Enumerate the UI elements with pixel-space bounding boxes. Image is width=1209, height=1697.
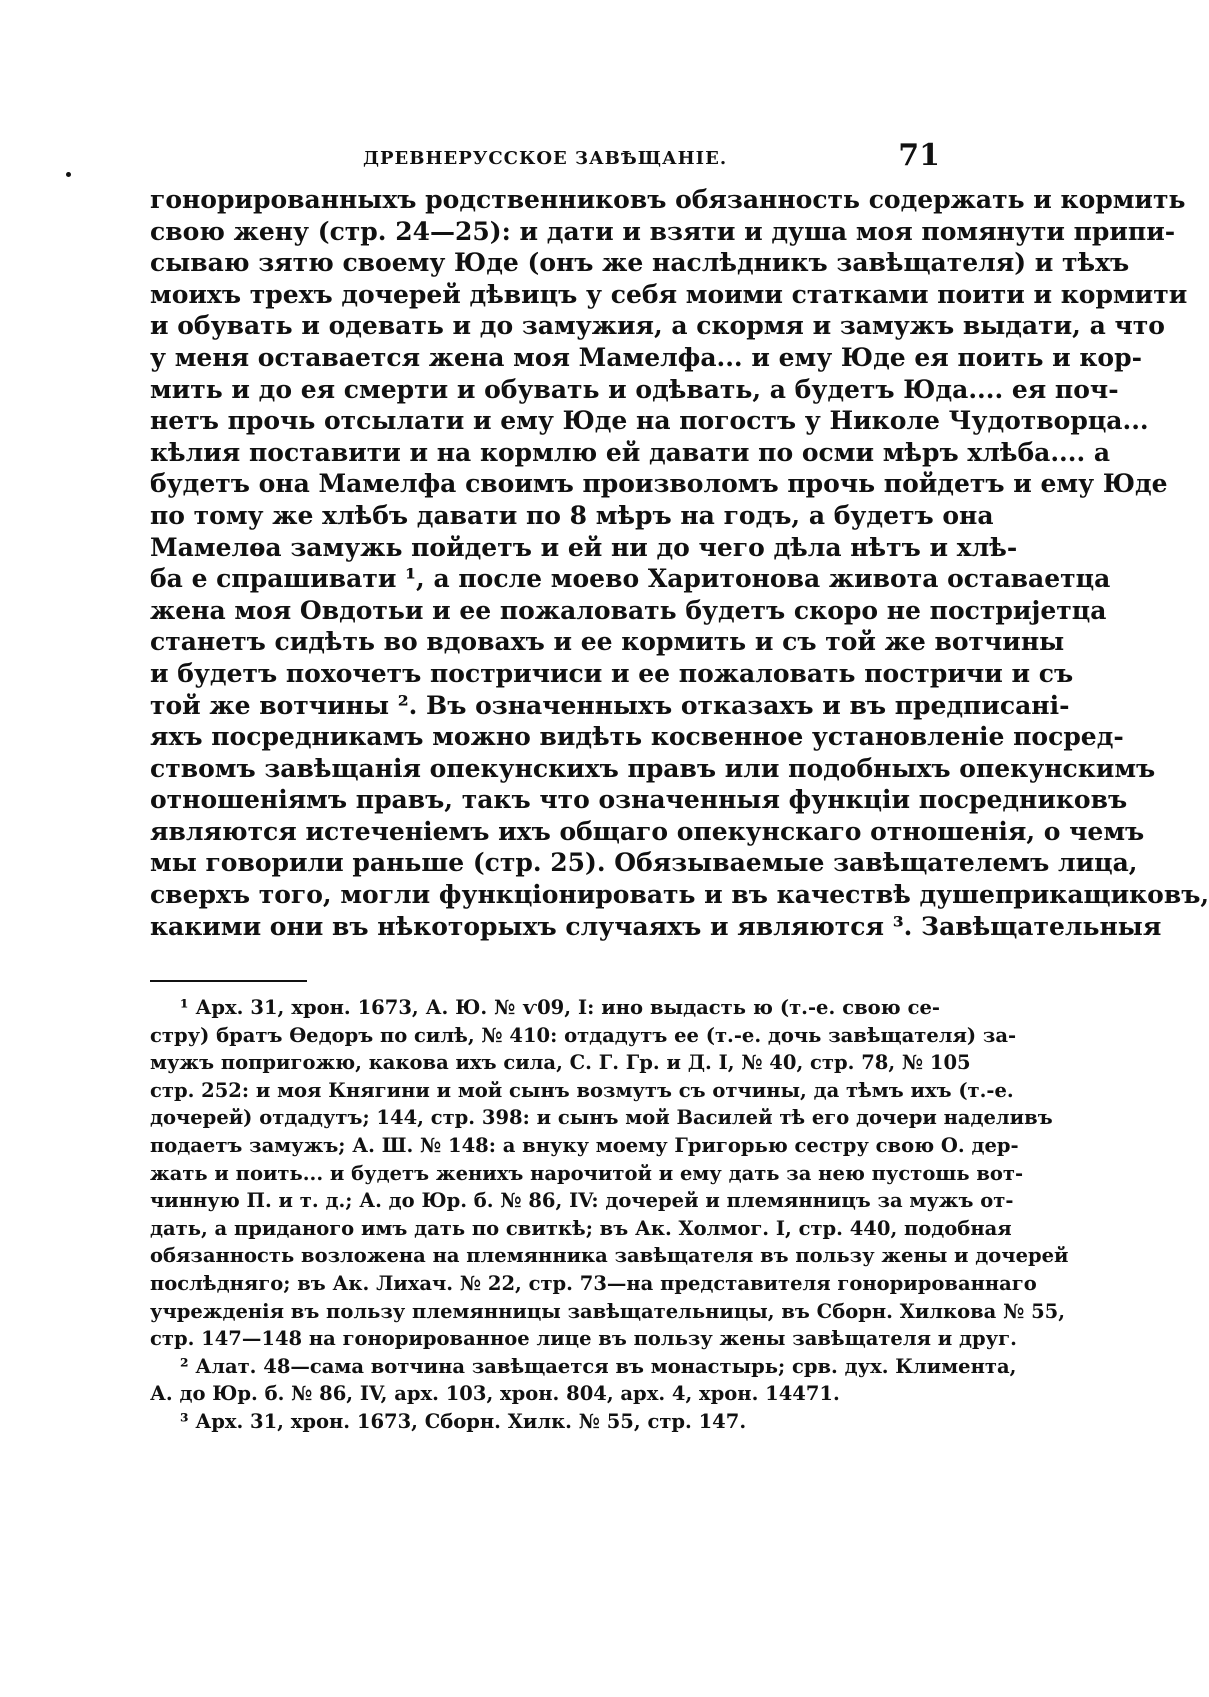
footnote-line: послѣдняго; въ Ак. Лихач. № 22, стр. 73—на представителя гонорированнаго xyxy=(150,1271,1037,1295)
footnote-line: учрежденія въ пользу племянницы завѣщательницы, въ Сборн. Хилкова № 55, xyxy=(150,1299,1066,1323)
text-line: отношеніямъ правъ, такъ что означенныя функціи посредниковъ xyxy=(150,785,1128,815)
text-line: Мамелѳа замужь пойдетъ и ей ни до чего дѣла нѣтъ и хлѣ- xyxy=(150,532,1018,562)
text-line: моихъ трехъ дочерей дѣвицъ у себя моими статками поити и кормити xyxy=(150,279,1188,309)
text-line: мы говорили раньше (стр. 25). Обязываемые завѣщателемъ лица, xyxy=(150,848,1138,878)
text-line: сываю зятю своему Юде (онъ же наслѣдникъ завѣщателя) и тѣхъ xyxy=(150,248,1130,278)
footnote-line: дочерей) отдадутъ; 144, стр. 398: и сынъ мой Василей тѣ его дочери наделивъ xyxy=(150,1106,1053,1130)
text-line: и обувать и одевать и до замужия, а скормя и замужъ выдати, а что xyxy=(150,311,1165,341)
page-header xyxy=(150,140,940,180)
footnote-line: мужъ попригожю, какова ихъ сила, С. Г. Гр. и Д. I, № 40, стр. 78, № 105 xyxy=(150,1051,971,1075)
text-line: являются истеченіемъ ихъ общаго опекунскаго отношенія, о чемъ xyxy=(150,816,1145,846)
text-line: будетъ она Мамелфа своимъ произволомъ прочь пойдетъ и ему Юде xyxy=(150,469,1168,499)
text-line: какими они въ нѣкоторыхъ случаяхъ и являются ³. Завѣщательныя xyxy=(150,911,1162,941)
running-title: ДРЕВНЕРУССКОЕ ЗАВѢЩАНІЕ. xyxy=(363,148,728,169)
footnote-line: стр. 147—148 на гонорированное лице въ пользу жены завѣщателя и друг. xyxy=(150,1327,1017,1351)
footnote-line: ² Алат. 48—сама вотчина завѣщается въ монастырь; срв. дух. Климента, xyxy=(180,1354,1017,1378)
text-line: мить и до ея смерти и обувать и одѣвать, а будетъ Юда.... ея поч- xyxy=(150,374,1119,404)
footnote-rule xyxy=(150,980,307,982)
footnote-line: ³ Арх. 31, хрон. 1673, Сборн. Хилк. № 55, стр. 147. xyxy=(180,1409,747,1433)
footnote-line: ¹ Арх. 31, хрон. 1673, А. Ю. № ѵ09, I: ино выдасть ю (т.-е. свою се- xyxy=(180,996,940,1019)
text-line: у меня оставается жена моя Мамелфа... и ему Юде ея поить и кор- xyxy=(150,342,1142,372)
footnote-line: стру) братъ Ѳедоръ по силѣ, № 410: отдадутъ ее (т.-е. дочь завѣщателя) за- xyxy=(150,1023,1017,1047)
footnotes xyxy=(150,994,1069,1436)
text-line: станетъ сидѣть во вдовахъ и ее кормить и съ той же вотчины xyxy=(150,627,1065,657)
footnote-line: дать, а приданого имъ дать по свиткѣ; въ Ак. Холмог. I, стр. 440, подобная xyxy=(150,1216,1012,1240)
text-line: нетъ прочь отсылати и ему Юде на погостъ у Николе Чудотворца... xyxy=(150,406,1149,436)
ink-speck xyxy=(66,172,71,177)
text-line: свою жену (стр. 24—25): и дати и взяти и душа моя помянути припи- xyxy=(150,216,1176,246)
footnote-line: жать и поить... и будетъ жениxъ нарочитой и ему дать за нею пустошь вот- xyxy=(150,1161,1024,1185)
text-line: гонорированныхъ родственниковъ обязанность содержать и кормить xyxy=(150,185,1186,214)
text-line: по тому же хлѣбъ давати по 8 мѣръ на годъ, а будетъ она xyxy=(150,500,994,530)
footnote-line: стр. 252: и моя Княгини и мой сынъ возмутъ съ отчины, да тѣмъ ихъ (т.-е. xyxy=(150,1078,1014,1102)
text-line: той же вотчины ². Въ означенныхъ отказахъ и въ предписані- xyxy=(150,690,1070,720)
text-line: яхъ посредникамъ можно видѣть косвенное установленіе посред- xyxy=(150,722,1124,752)
text-line: ба е спрашивати ¹, а после моево Харитонова живота оставаетца xyxy=(150,564,1111,594)
text-line: кѣлия поставити и на кормлю ей давати по осми мѣръ хлѣба.... а xyxy=(150,437,1111,467)
footnote-line: чинную П. и т. д.; А. до Юр. б. № 86, IV: дочерей и племянницъ за мужъ от- xyxy=(150,1189,1014,1213)
text-line: жена моя Овдотьи и ее пожаловать будетъ скоро не постриjетца xyxy=(150,595,1107,625)
footnote-line: обязанность возложена на племянника завѣщателя въ пользу жены и дочерей xyxy=(150,1244,1069,1268)
main-text xyxy=(150,184,1209,942)
footnote-line: А. до Юр. б. № 86, IV, арх. 103, хрон. 804, арх. 4, хрон. 14471. xyxy=(150,1382,840,1406)
page-number: 71 xyxy=(898,138,940,173)
footnote-line: подаетъ замужъ; А. Ш. № 148: а внуку моему Григорью сестру свою О. дер- xyxy=(150,1133,1019,1157)
text-line: сверхъ того, могли функціонировать и въ качествѣ душеприкащиковъ, xyxy=(150,880,1209,910)
text-line: ствомъ завѣщанія опекунскихъ правъ или подобныхъ опекунскимъ xyxy=(150,753,1156,783)
text-line: и будетъ похочетъ постричиси и ее пожаловать постричи и съ xyxy=(150,658,1074,688)
